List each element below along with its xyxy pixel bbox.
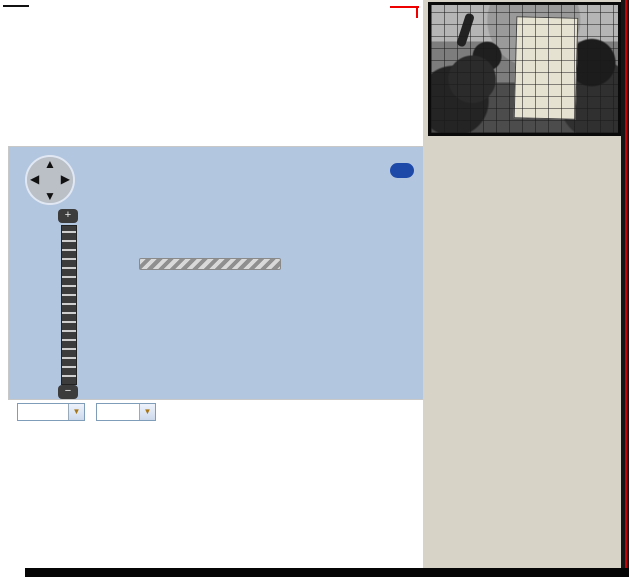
pan-up-arrow-icon[interactable]: ▲ — [44, 157, 56, 171]
red-line-artifact-vertical — [416, 6, 418, 18]
red-line-artifact — [390, 6, 419, 8]
google-map[interactable] — [8, 146, 427, 400]
attacks-timeline-chart — [8, 438, 422, 577]
right-red-edge-line — [625, 0, 627, 577]
pan-right-arrow-icon[interactable]: ▶ — [60, 172, 70, 186]
to-date-select[interactable] — [96, 403, 156, 421]
map-pan-control[interactable] — [27, 157, 73, 203]
pan-down-arrow-icon[interactable]: ▼ — [44, 189, 56, 203]
fence-grid-overlay — [431, 5, 618, 133]
map-hatched-bar-artifact — [139, 258, 281, 270]
map-zoom-slider[interactable] — [55, 209, 81, 399]
zoom-out-button[interactable]: − — [58, 385, 78, 399]
chevron-down-icon[interactable]: ▼ — [139, 404, 155, 420]
chevron-down-icon[interactable]: ▼ — [68, 404, 84, 420]
map-expand-button[interactable] — [390, 163, 414, 178]
zoom-in-button[interactable]: + — [58, 209, 78, 223]
bottom-black-bar — [25, 568, 629, 577]
intro-text-block — [3, 2, 421, 11]
pan-left-arrow-icon[interactable]: ◀ — [30, 172, 40, 186]
title-divider — [3, 5, 29, 7]
from-date-select[interactable] — [17, 403, 85, 421]
date-filter-bar — [14, 403, 162, 421]
zoom-track[interactable] — [61, 225, 77, 385]
protest-photo — [428, 2, 621, 136]
